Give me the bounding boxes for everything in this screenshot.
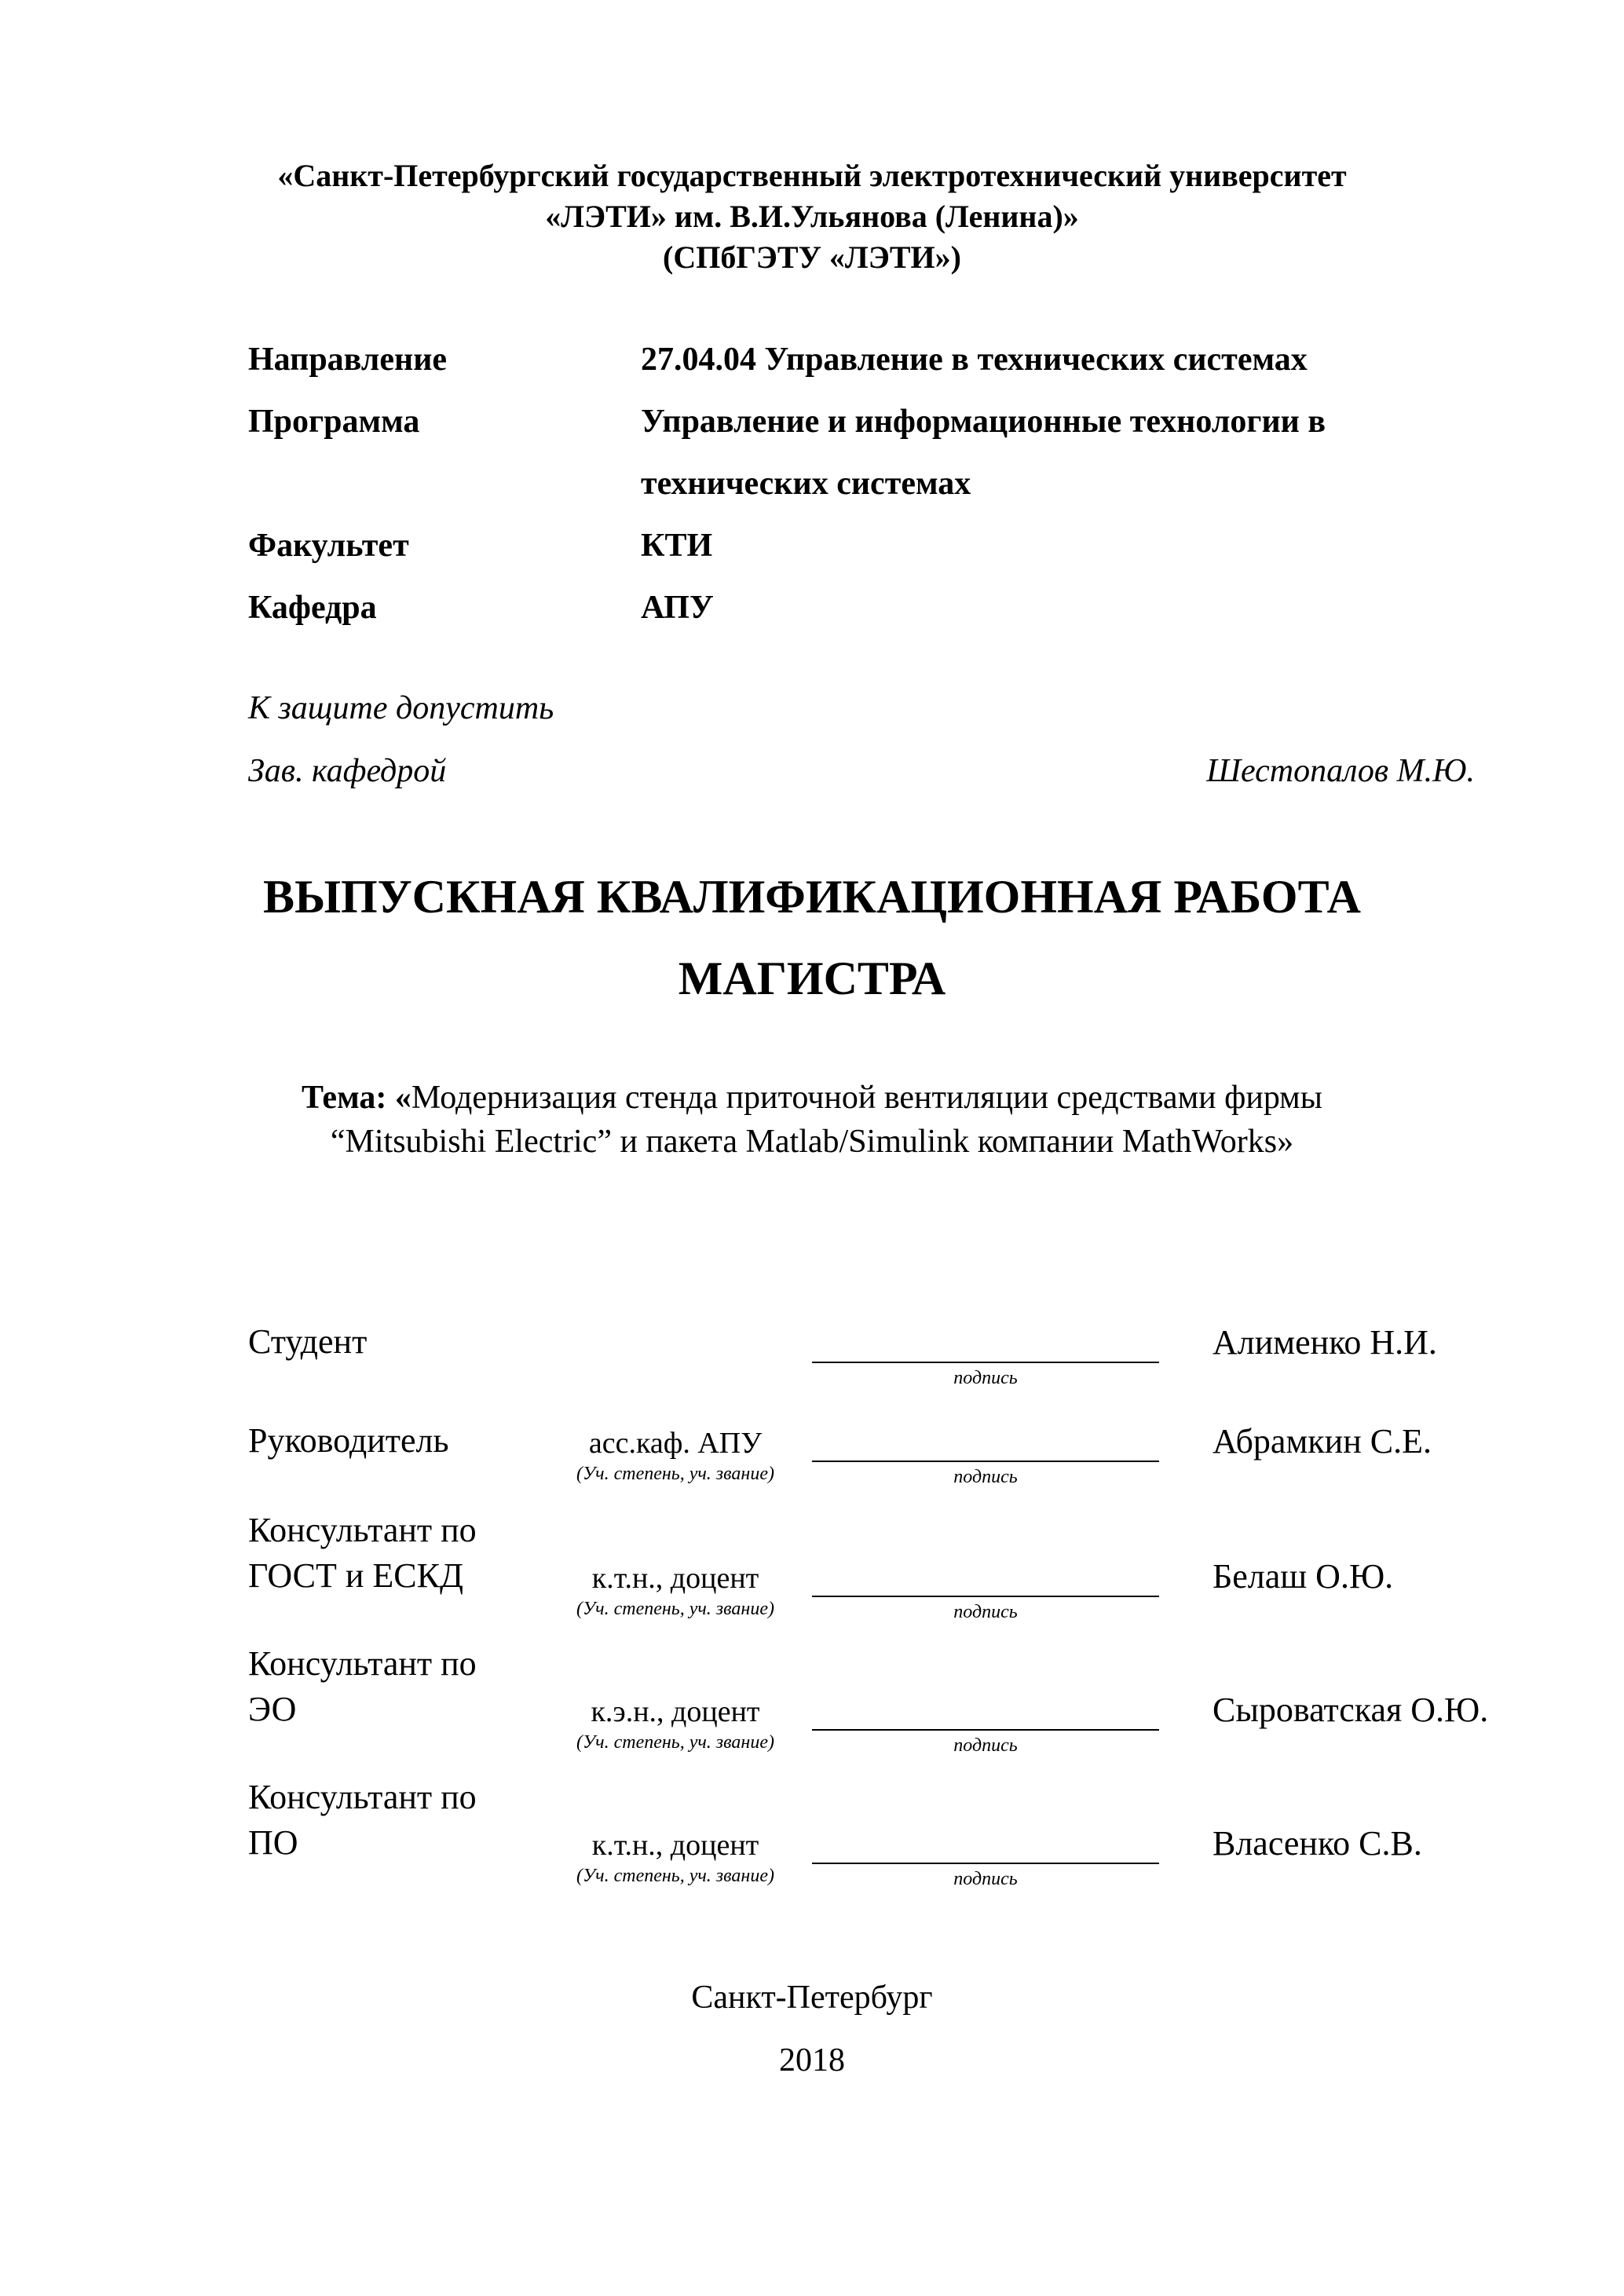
signature-line-consultant-eo	[812, 1729, 1159, 1731]
topic-text-line1: Модернизация стенда приточной вентиляции средствами фирмы	[411, 1080, 1322, 1116]
topic-line2: “Mitsubishi Electric” и пакета Matlab/Simulink компании MathWorks»	[330, 1124, 1294, 1160]
topic-line1	[0, 1076, 1624, 1120]
signature-name-consultant-po: Власенко С.В.	[1213, 1824, 1422, 1863]
signature-caption: подпись	[953, 1869, 1018, 1889]
signature-name-consultant-gost: Белаш О.Ю.	[1213, 1557, 1394, 1596]
university-name-line1: «Санкт-Петербургский государственный электротехнический университет	[277, 158, 1347, 193]
signature-caption: подпись	[953, 1602, 1018, 1622]
university-abbreviation: (СПбГЭТУ «ЛЭТИ»)	[663, 239, 961, 275]
signature-rank-hint: (Уч. степень, уч. звание)	[576, 1599, 774, 1619]
signature-rank-consultant-po: к.т.н., доцент	[591, 1829, 759, 1862]
field-value-program-cont: технических системах	[641, 466, 971, 502]
field-label-program: Программа	[248, 404, 420, 440]
approval-text: К защите допустить	[248, 690, 554, 726]
document-title-line1: ВЫПУСКНАЯ КВАЛИФИКАЦИОННАЯ РАБОТА	[263, 871, 1361, 923]
signature-role-consultant-po: Консультант по	[248, 1778, 477, 1816]
signature-line-consultant-po	[812, 1863, 1159, 1864]
field-label-faculty: Факультет	[248, 528, 409, 564]
signature-role-consultant-eo: Консультант по	[248, 1644, 477, 1683]
field-value-direction: 27.04.04 Управление в технических системах	[641, 342, 1308, 378]
university-name-line2: «ЛЭТИ» им. В.И.Ульянова (Ленина)»	[545, 199, 1079, 234]
signature-rank-hint: (Уч. степень, уч. звание)	[576, 1866, 774, 1886]
signature-rank-consultant-eo: к.э.н., доцент	[591, 1695, 760, 1728]
signature-rank-hint: (Уч. степень, уч. звание)	[576, 1464, 774, 1484]
signature-role-consultant-gost-area: ГОСТ и ЕСКД	[248, 1556, 464, 1595]
signature-line-supervisor	[812, 1461, 1159, 1462]
signature-role-supervisor: Руководитель	[248, 1421, 449, 1460]
signature-caption: подпись	[953, 1467, 1018, 1487]
field-value-program: Управление и информационные технологии в	[641, 404, 1326, 440]
signature-rank-hint: (Уч. степень, уч. звание)	[576, 1732, 774, 1753]
field-value-department: АПУ	[641, 590, 714, 626]
field-label-direction: Направление	[248, 342, 448, 378]
signature-caption: подпись	[953, 1735, 1018, 1756]
field-value-faculty: КТИ	[641, 528, 713, 564]
signature-role-consultant-po-area: ПО	[248, 1823, 298, 1862]
head-of-department-label: Зав. кафедрой	[248, 753, 447, 789]
field-label-department: Кафедра	[248, 590, 377, 626]
document-title-line2: МАГИСТРА	[678, 952, 946, 1004]
signature-rank-consultant-gost: к.т.н., доцент	[591, 1562, 759, 1595]
signature-line-consultant-gost	[812, 1596, 1159, 1597]
footer-city: Санкт-Петербург	[691, 1980, 933, 2016]
signature-role-consultant-gost: Консультант по	[248, 1511, 477, 1549]
topic-prefix: Тема: «	[302, 1080, 411, 1116]
signature-line-student	[812, 1362, 1159, 1363]
signature-role-consultant-eo-area: ЭО	[248, 1690, 297, 1728]
signature-role-student: Студент	[248, 1322, 368, 1361]
footer-year: 2018	[779, 2042, 845, 2078]
head-of-department-name: Шестопалов М.Ю.	[1206, 753, 1475, 789]
signature-name-supervisor: Абрамкин С.Е.	[1213, 1422, 1432, 1461]
signature-rank-supervisor: асс.каф. АПУ	[588, 1427, 763, 1460]
signature-name-student: Алименко Н.И.	[1213, 1323, 1437, 1362]
signature-caption: подпись	[953, 1368, 1018, 1388]
signature-name-consultant-eo: Сыроватская О.Ю.	[1213, 1691, 1489, 1729]
